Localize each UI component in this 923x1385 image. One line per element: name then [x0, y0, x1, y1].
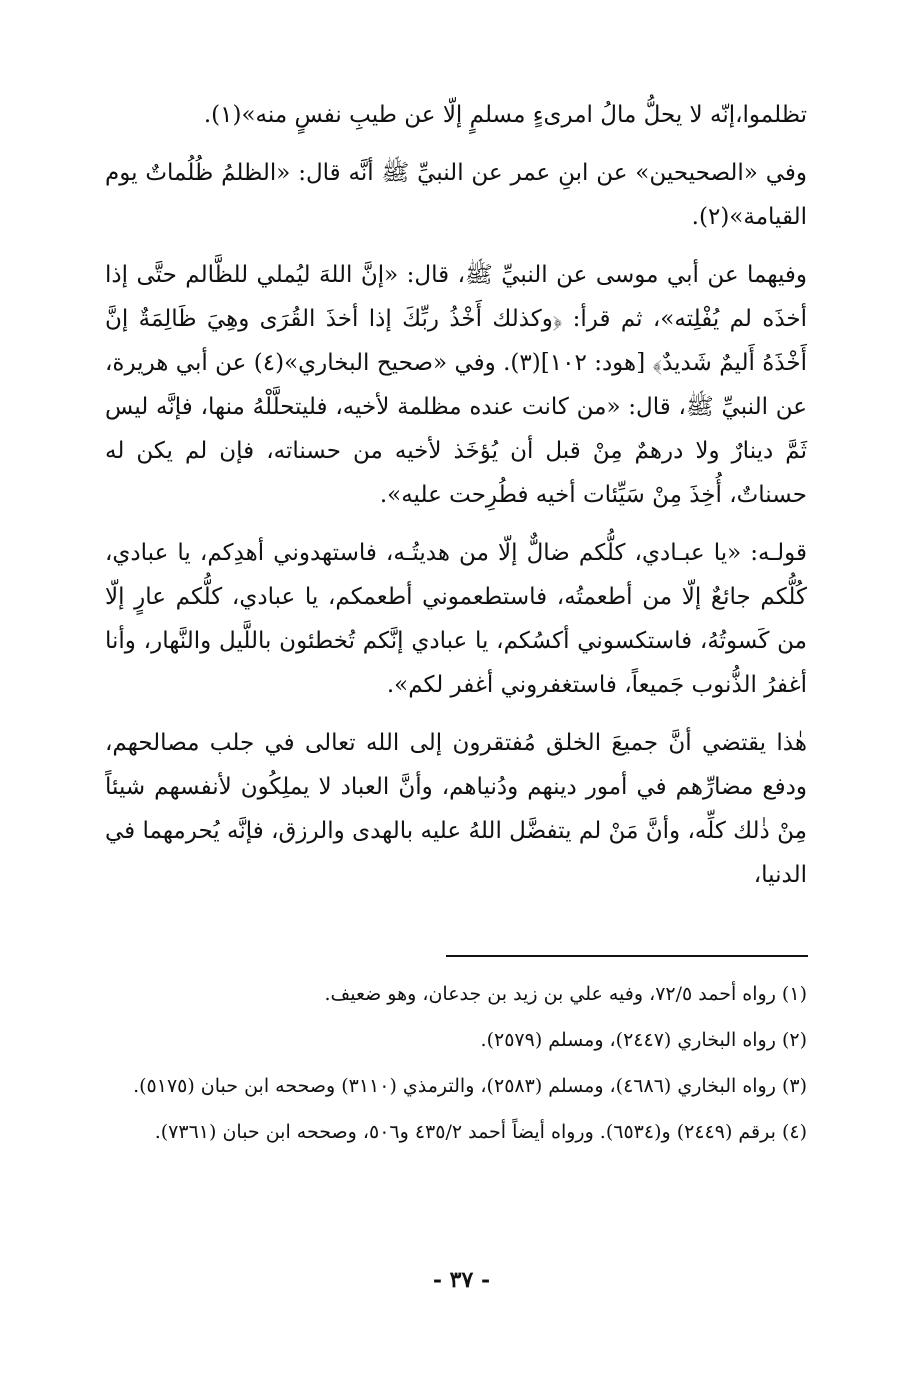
footnote: (٣) رواه البخاري (٤٦٨٦)، ومسلم (٢٥٨٣)، والترمذي (٣١١٠) وصححه ابن حبان (٥١٧٥).: [133, 1075, 807, 1097]
footnote: (٢) رواه البخاري (٢٤٤٧)، ومسلم (٢٥٧٩).: [480, 1029, 807, 1051]
main-text-block: [105, 93, 807, 911]
paragraph: وفيهما عن أبي موسى عن النبيِّ ﷺ، قال: «إنَّ اللهَ ليُملي للظَّالم حتَّى إذا أخذَه لم يُفْلِته»، ثم قرأ: ﴿وكذلك أَخْذُ ربِّكَ إذا أخذَ القُرَى وهِيَ ظَالِمَةٌ إنَّ أَخْذَهُ أَليمٌ شَديدٌ﴾ [هود: ١٠٢](٣). وفي «صحيح البخاري»(٤) عن أبي هريرة، عن النبيِّ ﷺ، قال: «من كانت عنده مظلمة لأخيه، فليتحلَّلْهُ منها، فإنَّه ليس ثَمَّ دينارٌ ولا درهمٌ مِنْ قبل أن يُؤخَذ لأخيه من حسناته، فإن لم يكن له حسناتٌ، أُخِذَ مِنْ سَيِّئات أخيه فطُرِحت عليه».: [105, 262, 807, 508]
footnote: (٤) برقم (٢٤٤٩) و(٦٥٣٤). ورواه أيضاً أحمد ٤٣٥/٢ و٥٠٦، وصححه ابن حبان (٧٣٦١).: [154, 1121, 807, 1143]
footnote-divider: [446, 955, 808, 957]
paragraph: هٰذا يقتضي أنَّ جميعَ الخلق مُفتقرون إلى الله تعالى في جلب مصالحهم، ودفع مضارِّهم في أمور دينهم ودُنياهم، وأنَّ العباد لا يملِكُون لأنفسهم شيئاً مِنْ ذٰلك كلِّه، وأنَّ مَنْ لم يتفضَّل اللهُ عليه بالهدى والرزق، فإنَّه يُحرمهما في الدنيا،: [105, 730, 807, 888]
page-number: - ٣٧ -: [432, 1267, 491, 1293]
paragraph: وفي «الصحيحين» عن ابنِ عمر عن النبيِّ ﷺ أنَّه قال: «الظلمُ ظُلُماتٌ يوم القيامة»(٢).: [105, 160, 807, 230]
paragraph: قولـه: «يا عبـادي، كلُّكم ضالٌّ إلّا من هديتُـه، فاستهدوني أهدِكم، يا عبادي، كُلُّكم جائعٌ إلّا من أطعمتُه، فاستطعموني أطعمكم، يا عبادي، كلُّكم عارٍ إلّا من كَسوتُهُ، فاستكسوني أكسُكم، يا عبادي إنَّكم تُخطئون باللَّيل والنَّهار، وأنا أغفرُ الذُّنوب جَميعاً، فاستغفروني أغفر لكم».: [105, 540, 807, 698]
footnote: (١) رواه أحمد ٧٢/٥، وفيه علي بن زيد بن جدعان، وهو ضعيف.: [324, 983, 807, 1005]
footnotes: [105, 974, 807, 1158]
paragraph: تظلموا،إنّه لا يحلُّ مالُ امرىءٍ مسلمٍ إلّا عن طيبِ نفسٍ منه»(١).: [203, 102, 807, 128]
